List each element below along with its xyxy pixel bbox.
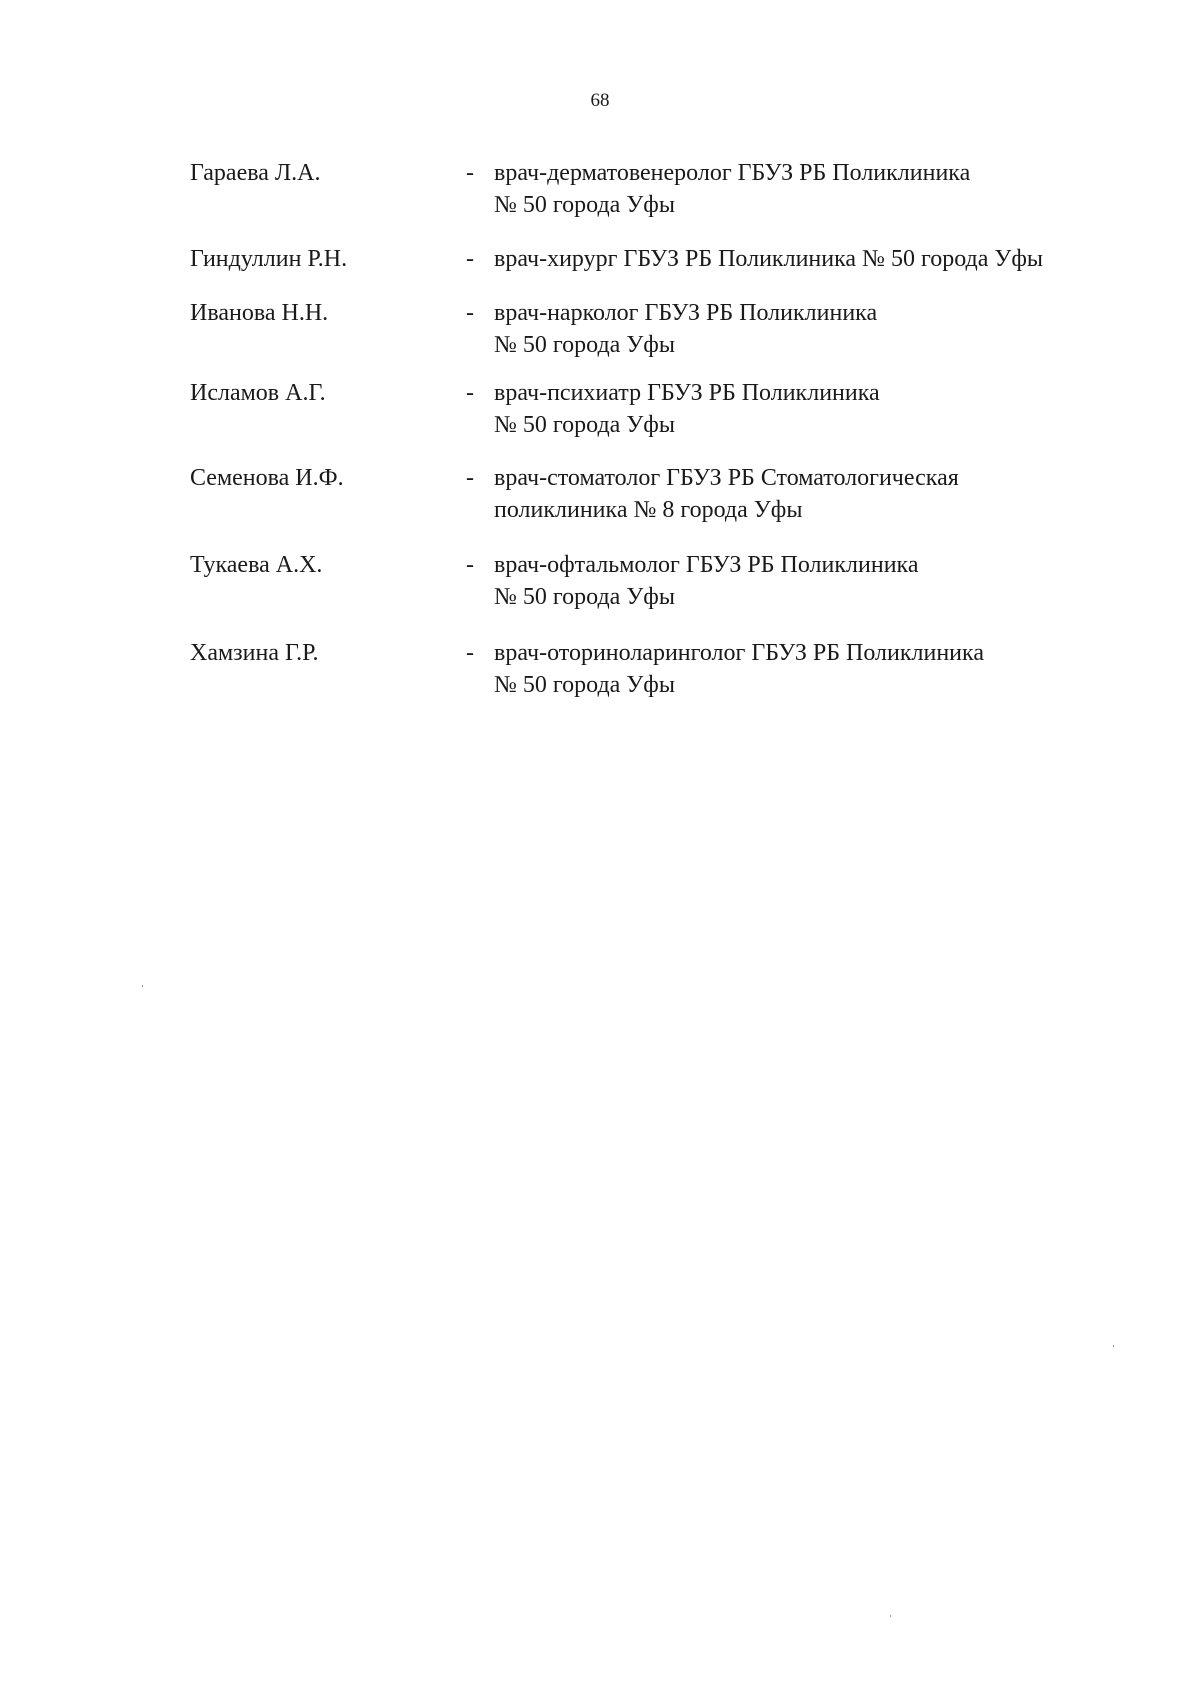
position-line: врач-оториноларинголог ГБУЗ РБ Поликлиника <box>494 640 984 666</box>
position-line: № 50 города Уфы <box>494 192 675 218</box>
person-name: Иванова Н.Н. <box>190 300 329 326</box>
person-name: Тукаева А.Х. <box>190 552 323 578</box>
position-line: № 50 города Уфы <box>494 584 675 610</box>
position-line: № 50 города Уфы <box>494 412 675 438</box>
position-line: врач-хирург ГБУЗ РБ Поликлиника № 50 города Уфы <box>494 246 1044 272</box>
person-name: Гараева Л.А. <box>190 160 321 186</box>
position-line: № 50 города Уфы <box>494 332 675 358</box>
person-name: Исламов А.Г. <box>190 380 326 406</box>
position-description <box>494 637 1134 701</box>
dash-separator: - <box>466 160 474 186</box>
person-name: Гиндуллин Р.Н. <box>190 246 348 272</box>
position-line: врач-стоматолог ГБУЗ РБ Стоматологическая <box>494 465 959 491</box>
position-description <box>494 243 1134 275</box>
person-name: Хамзина Г.Р. <box>190 640 319 666</box>
position-line: № 50 города Уфы <box>494 672 675 698</box>
dash-separator: - <box>466 300 474 326</box>
dash-separator: - <box>466 552 474 578</box>
position-description <box>494 297 1134 361</box>
position-description <box>494 462 1134 526</box>
dash-separator: - <box>466 246 474 272</box>
scan-speck <box>1113 1345 1114 1347</box>
dash-separator: - <box>466 380 474 406</box>
dash-separator: - <box>466 640 474 666</box>
position-description <box>494 549 1134 613</box>
scan-speck <box>142 985 143 987</box>
position-line: врач-психиатр ГБУЗ РБ Поликлиника <box>494 380 880 406</box>
page-number: 68 <box>590 90 610 111</box>
person-name: Семенова И.Ф. <box>190 465 344 491</box>
position-line: врач-дерматовенеролог ГБУЗ РБ Поликлиника <box>494 160 971 186</box>
position-line: врач-офтальмолог ГБУЗ РБ Поликлиника <box>494 552 919 578</box>
dash-separator: - <box>466 465 474 491</box>
position-description <box>494 157 1134 221</box>
scan-speck <box>890 1615 891 1617</box>
position-line: врач-нарколог ГБУЗ РБ Поликлиника <box>494 300 878 326</box>
position-line: поликлиника № 8 города Уфы <box>494 497 803 523</box>
position-description <box>494 377 1134 441</box>
